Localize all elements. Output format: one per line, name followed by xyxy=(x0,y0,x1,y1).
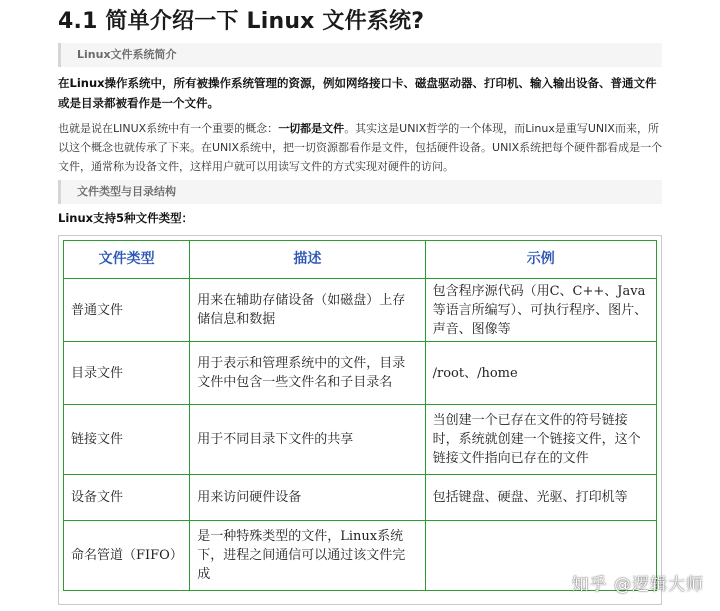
table-row xyxy=(64,279,657,342)
header-example: 示例 xyxy=(425,241,656,279)
cell-description: 用于表示和管理系统中的文件，目录文件中包含一些文件名和子目录名 xyxy=(190,342,425,405)
table-row xyxy=(64,342,657,405)
intro-bold-paragraph: 在Linux操作系统中，所有被操作系统管理的资源，例如网络接口卡、磁盘驱动器、打印机、输入输出设备、普通文件或是目录都被看作是一个文件。 xyxy=(58,76,657,110)
paragraph-emphasis: 一切都是文件 xyxy=(278,122,345,135)
file-types-section-heading: 文件类型与目录结构 xyxy=(58,180,662,204)
file-types-lead: Linux支持5种文件类型： xyxy=(58,211,194,225)
header-file-type: 文件类型 xyxy=(64,241,190,279)
paragraph-text-end: 。其实这是UNIX哲学的一个体现，而Linux是重写UNIX而来，所以这个概念也就传承了下来。在UNIX系统中，把一切资源都看作是文件，包括硬件设备。UNIX系统把每个硬件都看成是一个文件，通常称为设备文件，这样用户就可以用读写文件的方式实现对硬件的访问。 xyxy=(58,122,663,173)
cell-example: 包含程序源代码（用C、C++、Java等语言所编写）、可执行程序、图片、声音、图像等 xyxy=(425,279,656,342)
header-description: 描述 xyxy=(190,241,425,279)
cell-example: 包括键盘、硬盘、光驱、打印机等 xyxy=(425,475,656,521)
cell-example: /root、/home xyxy=(425,342,656,405)
cell-file-type: 目录文件 xyxy=(64,342,190,405)
cell-description: 用于不同目录下文件的共享 xyxy=(190,405,425,475)
file-types-table-frame xyxy=(58,235,662,605)
cell-file-type: 普通文件 xyxy=(64,279,190,342)
cell-description: 用来访问硬件设备 xyxy=(190,475,425,521)
table-row xyxy=(64,475,657,521)
intro-section-heading: Linux文件系统简介 xyxy=(58,43,662,67)
cell-file-type: 命名管道（FIFO） xyxy=(64,521,190,591)
everything-is-file-paragraph xyxy=(58,119,668,176)
page-title: 4.1 简单介绍一下 Linux 文件系统? xyxy=(58,9,425,34)
zhihu-watermark: 知乎 @逻辑大师 xyxy=(571,575,704,595)
file-types-table xyxy=(63,240,657,591)
cell-file-type: 链接文件 xyxy=(64,405,190,475)
cell-description: 用来在辅助存储设备（如磁盘）上存储信息和数据 xyxy=(190,279,425,342)
cell-description: 是一种特殊类型的文件，Linux系统下，进程之间通信可以通过该文件完成 xyxy=(190,521,425,591)
table-row xyxy=(64,521,657,591)
table-header-row xyxy=(64,241,657,279)
cell-example: 当创建一个已存在文件的符号链接时，系统就创建一个链接文件，这个链接文件指向已存在的文件 xyxy=(425,405,656,475)
paragraph-text-start: 也就是说在LINUX系统中有一个重要的概念： xyxy=(58,122,279,135)
table-row xyxy=(64,405,657,475)
cell-file-type: 设备文件 xyxy=(64,475,190,521)
